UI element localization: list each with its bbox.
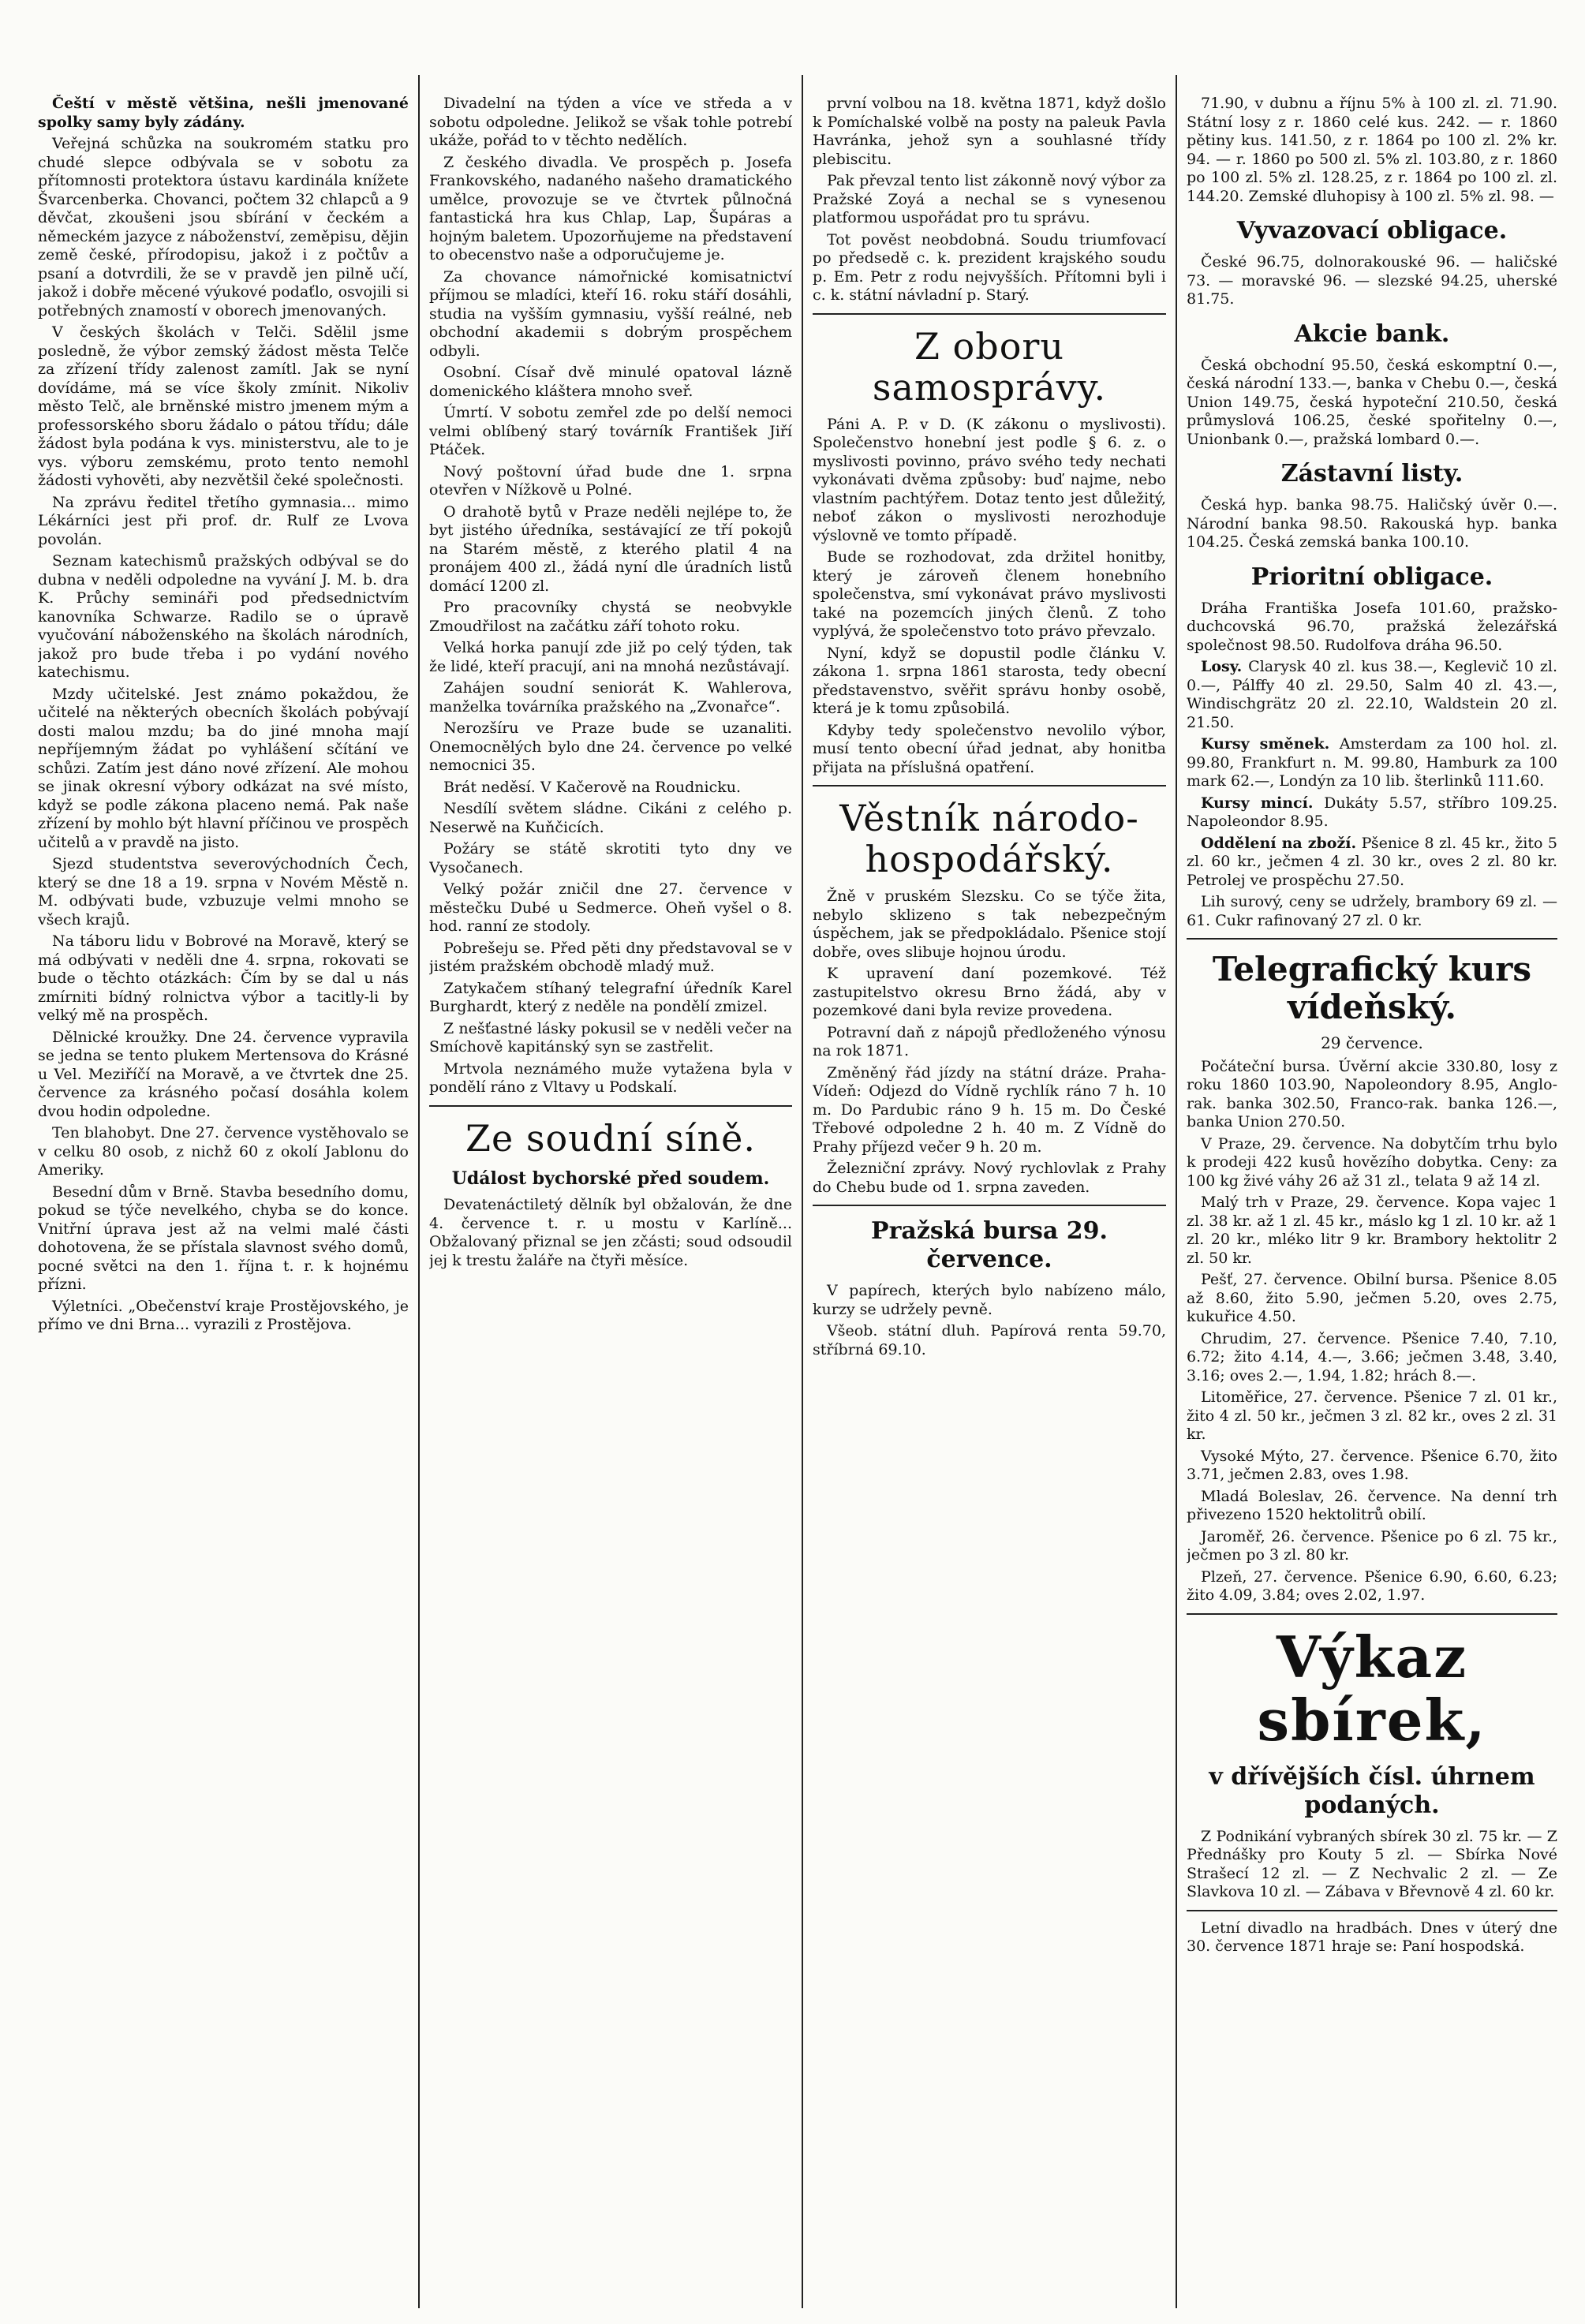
article-paragraph: Jaroměř, 26. července. Pšenice po 6 zl. 75 kr., ječmen po 3 zl. 80 kr.: [1187, 1527, 1557, 1564]
subsection-heading: Vyvazovací obligace.: [1236, 217, 1508, 245]
article-paragraph: Na zprávu ředitel třetího gymnasia... mimo Lékárníci jest při prof. dr. Rulf ze Lvova povolán.: [38, 493, 409, 548]
subsection-heading: Akcie bank.: [1294, 319, 1450, 348]
article-paragraph: Nyní, když se dopustil podle článku V. zákona 1. srpna 1861 starosta, tedy obecní představenstvo, svěřit správu honby osobě, která je k tomu způsobilá.: [813, 644, 1166, 717]
article-paragraph: Letní divadlo na hradbách. Dnes v úterý dne 30. července 1871 hraje se: Paní hospodská.: [1187, 1919, 1557, 1955]
article-paragraph: Žně v pruském Slezsku. Co se týče žita, nebylo sklizeno s tak nebezpečným úspěchem, jak se předpokládalo. Pšenice stojí dobře, oves slibuje hojnou úrodu.: [813, 887, 1166, 961]
article-paragraph: 71.90, v dubnu a říjnu 5% à 100 zl. zl. 71.90. Státní losy z r. 1860 celé kus. 242. — r. 1860 pětiny kus. 141.50, z r. 1864 po 100 zl. 2% kr. 94. — r. 1860 po 500 zl. 5% zl. 103.80, z r. 1860 po 100 zl. 5% zl. 128.25, z r. 1864 po 100 zl. zl. 144.20. Zemské dluhopisy à 100 zl. 5% zl. 98. —: [1187, 95, 1557, 205]
article-paragraph: Česká obchodní 95.50, česká eskomptní 0.—, česká národní 133.—, banka v Chebu 0.—, česká Union 149.75, česká hypoteční 210.50, česká průmyslová 106.25, české spořitelny 0.—, Unionbank 0.—, pražská lombard 0.—.: [1187, 356, 1557, 448]
article-paragraph: Plzeň, 27. července. Pšenice 6.90, 6.60, 6.23; žito 4.09, 3.84; oves 2.02, 1.97.: [1187, 1567, 1557, 1604]
article-paragraph: Z nešťastné lásky pokusil se v neděli večer na Smíchově kapitánský syn se zastřelit.: [429, 1019, 792, 1056]
article-text: Amsterdam za 100 hol. zl. 99.80, Frankfurt n. M. 99.80, Hamburk za 100 mark 62.—, Londýn za 10 lib. šterlinků 111.60.: [1187, 735, 1557, 790]
article-paragraph: Sjezd studentstva severovýchodních Čech, který se dne 18 a 19. srpna v Novém Městě n. M. odbývati bude, vzbuzuje velmi mnoho se všech krajů.: [38, 855, 409, 928]
section-divider: [1187, 1613, 1557, 1615]
article-paragraph: Seznam katechismů pražských odbýval se do dubna v neděli odpoledne na vyvání J. M. b. dra K. Průchy semináři pod předsednictvím kanovníka Schwarze. Radilo se o úpravě vyučování náboženského na školách národních, jakož pro bude třeba i po vydání nového katechismu.: [38, 552, 409, 681]
article-paragraph: Mzdy učitelské. Jest známo pokaždou, že učitelé na některých obecních školách pobývají dosti malou mzdu; ba do jiné mnoha mají nepříjemným žádat po vyhlášení sčítání ve schůzi. Zatím jest dáno nové zřízení. Ale mohou se jinak okresní výbory odkázat na své místo, když se podle zákona placeno nemá. Pak naše zřízení by mohlo být hlavní příčinou ve prospěch učitelů a v pravdě na jisto.: [38, 685, 409, 851]
article-paragraph: Z Podnikání vybraných sbírek 30 zl. 75 kr. — Z Přednášky pro Kouty 5 zl. — Sbírka Nové Strašecí 12 zl. — Z Nechvalic 2 zl. — Ze Slavkova 10 zl. — Zábava v Břevnově 4 zl. 60 kr.: [1187, 1827, 1557, 1900]
inline-heading: Kursy mincí.: [1201, 794, 1314, 812]
column-4: [1187, 95, 1557, 2308]
article-paragraph: O drahotě bytů v Praze neděli nejlépe to, že byt jistého úředníka, sestávající ze tří pokojů na Starém městě, z kterého platil 4 na pronájem 400 zl., žádá nyní dle úradních listů domácí 1200 zl.: [429, 503, 792, 595]
section-divider: [813, 785, 1166, 786]
article-text: Dukáty 5.57, stříbro 109.25. Napoleondor 8.95.: [1187, 794, 1557, 830]
article-paragraph: Dělnické kroužky. Dne 24. července vypravila se jedna se tento plukem Mertensova do Krásné u Vel. Meziříčí na Moravě, a ve čtvrtek dne 25. července za krásného počasí dosáhla kolem dvou hodin odpoledne.: [38, 1028, 409, 1120]
article-paragraph: Mrtvola neznámého muže vytažena byla v pondělí ráno z Vltavy u Podskalí.: [429, 1059, 792, 1096]
section-divider: [813, 1205, 1166, 1206]
article-paragraph: první volbou na 18. května 1871, když došlo k Pomíchalské volbě na posty na paleuk Pavla Havránka, jehož syn a souhlasné třídy plebiscitu.: [813, 95, 1166, 168]
article-paragraph: Nerozšíru ve Praze bude se uzanaliti. Onemocnělých bylo dne 24. července po velké nemocnici 35.: [429, 719, 792, 774]
article-paragraph: Zahájen soudní seniorát K. Wahlerova, manželka továrníka pražského na „Zvonařce“.: [429, 679, 792, 716]
inline-heading: Losy.: [1201, 658, 1243, 675]
section-heading-telegraph: Telegrafický kurs vídeňský.: [1212, 950, 1532, 1026]
article-paragraph: Ten blahobyt. Dne 27. července vystěhovalo se v celku 80 osob, z nichž 60 z okolí Jablonu do Ameriky.: [38, 1124, 409, 1179]
article-paragraph: Tot pověst neobdobná. Soudu triumfovací po předsedě c. k. prezident krajského soudu p. Em. Petr z rodu nejvyšších. Přítomni byli i c. k. státní návladní p. Starý.: [813, 230, 1166, 304]
section-divider: [1187, 1910, 1557, 1911]
article-paragraph: Osobní. Císař dvě minulé opatoval lázně domenického kláštera mnoho sveř.: [429, 364, 792, 400]
column-rule: [802, 75, 803, 2308]
section-heading-collections: Výkaz sbírek,: [1257, 1623, 1487, 1754]
article-paragraph: Za chovance námořnické komisatnictví příjmou se mladíci, kteří 16. roku stáří dosáhli, studia na vyšším gymnasiu, vyšší reálné, neb obchodní akademii s dobrým prospěchem odbyli.: [429, 267, 792, 360]
article-paragraph: Lih surový, ceny se udržely, brambory 69 zl. — 61. Cukr rafinovaný 27 zl. 0 kr.: [1187, 893, 1557, 929]
article-paragraph: [1187, 835, 1557, 891]
article-paragraph: Divadelní na týden a více ve středa a v sobotu odpoledne. Jelikož se však tohle potrebí ukáže, pořád to v těchto nedělích.: [429, 95, 792, 149]
column-2: [429, 95, 792, 2308]
article-paragraph: České 96.75, dolnorakouské 96. — haličské 73. — moravské 96. — slezské 94.25, uherské 81.75.: [1187, 253, 1557, 308]
article-text: Clarysk 40 zl. kus 38.—, Keglevič 10 zl. 0.—, Pálffy 40 zl. 29.50, Salm 40 zl. 43.—, Windischgrätz 20 zl. 22.10, Waldstein 20 zl. 21.50.: [1187, 658, 1557, 731]
article-text: Pšenice 8 zl. 45 kr., žito 5 zl. 60 kr., ječmen 4 zl. 30 kr., oves 2 zl. 80 kr. Petrolej ve prospěchu 27.50.: [1187, 834, 1557, 889]
column-3: [813, 95, 1166, 2308]
column-rule: [418, 75, 420, 2308]
article-paragraph: Zatykačem stíhaný telegrafní úředník Karel Burghardt, který z neděle na pondělí zmizel.: [429, 979, 792, 1015]
article-paragraph: Veřejná schůzka na soukromém statku pro chudé slepce odbývala se v sobotu za přítomnosti protektora ústavu kardinála knížete Švarcenberka. Chovanci, počtem 32 chlapců a 9 děvčat, zkoušeni jsou sbírání v čeckém a německém jazyce z náboženství, zeměpisu, dějin země české, přírodopisu, jakož i z počtův a psaní a dotvrdili, že se v pravdě jen pilně učí, jakož i dobře měcené výukové podaťlo, osvojili si potřebných znamostí v oborech jmenovaných.: [38, 135, 409, 319]
article-paragraph: Devatenáctiletý dělník byl obžalován, že dne 4. července t. r. u mostu v Karlíně... Obžalovaný přiznal se jen zčásti; soud odsoudil jej k trestu žaláře na čtyři měsíce.: [429, 1196, 792, 1269]
article-paragraph: Páni A. P. v D. (K zákonu o myslivosti). Společenstvo honební jest podle § 6. z. o myslivosti povinno, právo svého tedy nechati vykonávati dvěma způsoby: buď najme, nebo vlastním pachtýřem. Dotaz tento jest důležitý, neboť zákon o myslivosti nerozhoduje výslovně ve tomto případě.: [813, 415, 1166, 544]
section-heading-court: Ze soudní síně.: [465, 1116, 756, 1160]
article-paragraph: Malý trh v Praze, 29. července. Kopa vajec 1 zl. 38 kr. až 1 zl. 45 kr., máslo kg 1 zl. 10 kr. až 1 zl. 20 kr., mléko litr 9 kr. Brambory hektolitr 2 zl. 50 kr.: [1187, 1194, 1557, 1267]
article-paragraph: Nový poštovní úřad bude dne 1. srpna otevřen v Nížkově u Polné.: [429, 462, 792, 499]
article-paragraph: Pobrešeju se. Před pěti dny představoval se v jistém pražském obchodě mladý muž.: [429, 939, 792, 975]
section-divider: [429, 1105, 792, 1107]
article-paragraph: Pro pracovníky chystá se neobvykle Zmoudřilost na začátku září tohoto roku.: [429, 599, 792, 635]
article-paragraph: [1187, 794, 1557, 831]
article-paragraph: Čeští v městě většina, nešli jmenované spolky samy byly zádány.: [38, 95, 409, 131]
article-paragraph: Česká hyp. banka 98.75. Haličský úvěr 0.—. Národní banka 98.50. Rakouská hyp. banka 104.25. Česká zemská banka 100.10.: [1187, 496, 1557, 551]
article-paragraph: Změněný řád jízdy na státní dráze. Praha-Vídeň: Odjezd do Vídně rychlík ráno 7 h. 10 m. Do Pardubic ráno 9 h. 15 m. Do České Třebové odpoledne 2 h. 40 m. Z Vídně do Prahy příjezd večer 9 h. 20 m.: [813, 1063, 1166, 1156]
article-paragraph: Úmrtí. V sobotu zemřel zde po delší nemoci velmi oblíbený starý továrník František Jiří Ptáček.: [429, 404, 792, 458]
section-heading-self-government: Z oboru samosprávy.: [872, 324, 1107, 409]
article-paragraph: Dráha Františka Josefa 101.60, pražsko-duchcovská 96.70, pražská železářská společnost 98.50. Rudolfova dráha 96.50.: [1187, 599, 1557, 654]
article-paragraph: Chrudim, 27. července. Pšenice 7.40, 7.10, 6.72; žito 4.14, 4.—, 3.66; ječmen 3.48, 3.40, 3.16; oves 2.—, 1.94, 1.82; hrách 8.—.: [1187, 1329, 1557, 1384]
article-paragraph: Litoměřice, 27. července. Pšenice 7 zl. 01 kr., žito 4 zl. 50 kr., ječmen 3 zl. 82 kr., oves 2 zl. 31 kr.: [1187, 1388, 1557, 1443]
article-paragraph: Požáry se státě skrotiti tyto dny ve Vysočanech.: [429, 840, 792, 876]
article-paragraph: Velký požár zničil dne 27. července v městečku Dubé u Sedmerce. Oheň vyšel o 8. hod. ranní ze stodoly.: [429, 880, 792, 935]
article-paragraph: Železniční zprávy. Nový rychlovlak z Prahy do Chebu bude od 1. srpna zaveden.: [813, 1160, 1166, 1196]
article-paragraph: Počáteční bursa. Úvěrní akcie 330.80, losy z roku 1860 103.90, Napoleondory 8.95, Anglo-rak. banka 302.50, Franco-rak. banka 126.—, banka Union 270.50.: [1187, 1057, 1557, 1130]
article-paragraph: Vysoké Mýto, 27. července. Pšenice 6.70, žito 3.71, ječmen 2.83, oves 1.98.: [1187, 1447, 1557, 1483]
article-paragraph: Potravní daň z nápojů předloženého výnosu na rok 1871.: [813, 1023, 1166, 1059]
article-paragraph: Pak převzal tento list zákonně nový výbor za Pražské Zoyá a nechal se s vynesenou platformou uspořádat pro tu správu.: [813, 172, 1166, 226]
section-subheading: Událost bychorské před soudem.: [451, 1168, 770, 1189]
article-paragraph: Velká horka panují zde již po celý týden, tak že lidé, kteří pracují, ani na mnohá nezůstávají.: [429, 639, 792, 675]
section-heading-economy: Věstník národo-hospodářský.: [839, 797, 1139, 880]
article-paragraph: Kdyby tedy společenstvo nevolilo výbor, musí tento obecní úřad jednat, aby honitba přijata na příslušná opatření.: [813, 721, 1166, 776]
article-paragraph: Mladá Boleslav, 26. července. Na denní trh přivezeno 1520 hektolitrů obilí.: [1187, 1487, 1557, 1523]
article-paragraph: Z českého divadla. Ve prospěch p. Josefa Frankovského, nadaného našeho dramatického umělce, provozuje se ve čtvrtek půlnočná fantastická hra kus Chlap, Lap, Šupáras a hojným baletem. Upozorňujeme na představení to obecenstvo naše a odporučujeme je.: [429, 153, 792, 263]
article-paragraph: Výletníci. „Obečenství kraje Prostějovského, je přímo ve dni Brna... vyrazili z Prostějova.: [38, 1297, 409, 1333]
article-paragraph: V českých školách v Telči. Sdělil jsme posledně, že výbor zemský žádost města Telče za zřízení třídy zalenost zamítl. Jak se nyní dovídáme, má se více školy zmínit. Nikoliv město Telč, ale brněnské mistro jmenem mým a professorského sboru žádalo o pátou třídu; dále žádost byla podána k vys. ministerstvu, ale to je vys. výboru zemskému, proto tento nemohl žádosti vyhověti, aby nezvětšil čeké společnosti.: [38, 323, 409, 489]
section-heading-bourse: Pražská bursa 29. července.: [871, 1217, 1108, 1273]
inline-heading: Oddělení na zboží.: [1201, 834, 1357, 852]
section-divider: [813, 313, 1166, 315]
section-subheading: v dřívějších čísl. úhrnem podaných.: [1209, 1762, 1535, 1819]
article-paragraph: Bude se rozhodovat, zda držitel honitby, který je zároveň členem honebního společenstva, smí vykonávat právo myslivosti také na pozemcích jiných členů. Z toho vyplývá, že společenstvo toto právo převzalo.: [813, 548, 1166, 640]
section-date: 29 července.: [1321, 1033, 1423, 1052]
article-paragraph: [1187, 658, 1557, 732]
article-paragraph: Brát neděsí. V Kačerově na Roudnicku.: [443, 778, 742, 796]
article-paragraph: [1187, 735, 1557, 791]
article-paragraph: Na táboru lidu v Bobrové na Moravě, který se má odbývati v neděli dne 4. srpna, rokovati se bude o těchto otázkách: Čím by se dal u nás zmírniti bídný rolnictva výbor a tacitly-li by velký mě na prospěch.: [38, 932, 409, 1024]
article-paragraph: Nesdílí světem sládne. Cikáni z celého p. Neserwě na Kuňčicích.: [429, 800, 792, 836]
article-paragraph: K upravení daní pozemkové. Též zastupitelstvo okresu Brno žádá, aby v pozemkové dani byla revize provedena.: [813, 965, 1166, 1019]
column-1: [38, 95, 409, 2308]
inline-heading: Kursy směnek.: [1201, 735, 1330, 753]
article-paragraph: Pešť, 27. července. Obilní bursa. Pšenice 8.05 až 8.60, žito 5.90, ječmen 5.20, oves 2.75, kukuřice 4.50.: [1187, 1271, 1557, 1325]
section-divider: [1187, 938, 1557, 940]
column-rule: [1176, 75, 1177, 2308]
article-paragraph: Všeob. státní dluh. Papírová renta 59.70, stříbrná 69.10.: [813, 1322, 1166, 1358]
article-paragraph: Besední dům v Brně. Stavba besedního domu, pokud se týče nevelkého, chyba se do konce. Vnitřní úprava jest až na velmi malé části dohotovena, že se přístala slavnost svého domů, pocné světci na den 1. října t. r. k hojnému přízni.: [38, 1183, 409, 1293]
subsection-heading: Prioritní obligace.: [1250, 562, 1493, 591]
article-paragraph: V Praze, 29. července. Na dobytčím trhu bylo k prodeji 422 kusů hovězího dobytka. Ceny: za 100 kg živé váhy 26 až 31 zl., telata 9 až 14 zl.: [1187, 1134, 1557, 1190]
subsection-heading: Zástavní listy.: [1280, 460, 1464, 488]
article-paragraph: V papírech, kterých bylo nabízeno málo, kurzy se udržely pevně.: [813, 1282, 1166, 1318]
